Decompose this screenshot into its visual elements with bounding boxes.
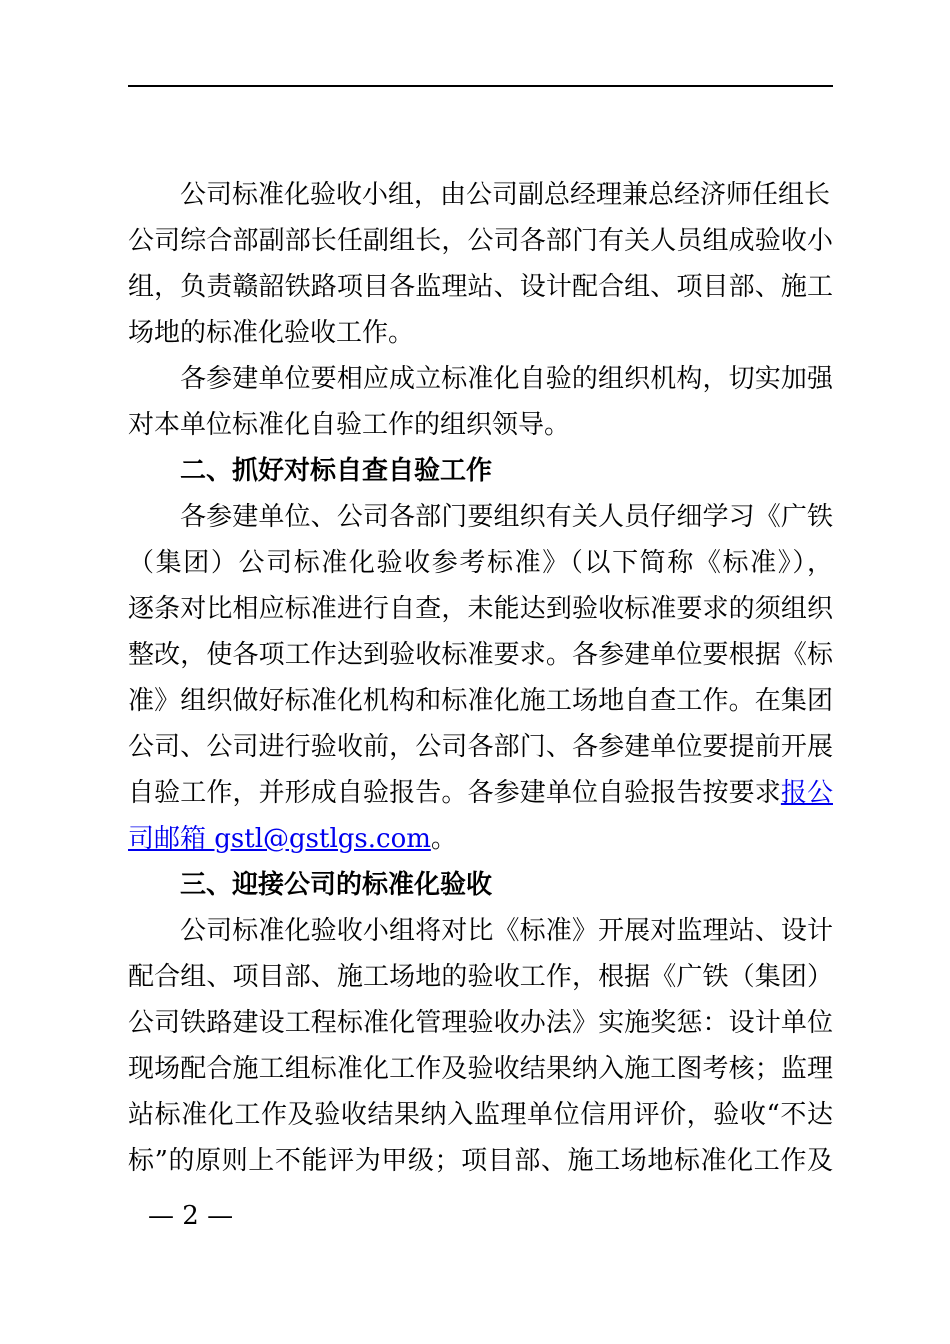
- section-heading: 三、迎接公司的标准化验收: [180, 870, 493, 900]
- paragraph-line: 现场配合施工组标准化工作及验收结果纳入施工图考核；监理: [128, 1054, 833, 1084]
- paragraph-line: 公司铁路建设工程标准化管理验收办法》实施奖惩：设计单位: [128, 1008, 833, 1038]
- paragraph-line: 标”的原则上不能评为甲级；项目部、施工场地标准化工作及: [128, 1146, 833, 1176]
- document-body: [128, 172, 833, 1184]
- paragraph-line: 逐条对比相应标准进行自查，未能达到验收标准要求的须组织: [128, 594, 833, 624]
- paragraph-line: 场地的标准化验收工作。: [128, 318, 415, 348]
- paragraph-line: 对本单位标准化自验工作的组织领导。: [128, 410, 571, 440]
- paragraph-line: 站标准化工作及验收结果纳入监理单位信用评价，验收“不达: [128, 1100, 833, 1130]
- paragraph-line: 配合组、项目部、施工场地的验收工作，根据《广铁（集团）: [128, 962, 833, 992]
- paragraph-line: [128, 816, 833, 862]
- page-number: — 2 —: [148, 1201, 234, 1231]
- paragraph-line: 组，负责赣韶铁路项目各监理站、设计配合组、项目部、施工: [128, 272, 833, 302]
- paragraph-line: 公司标准化验收小组将对比《标准》开展对监理站、设计: [180, 916, 833, 946]
- paragraph-text: 自验工作，并形成自验报告。各参建单位自验报告按要求: [128, 778, 781, 808]
- paragraph-line: 各参建单位要相应成立标准化自验的组织机构，切实加强: [180, 364, 833, 394]
- email-link[interactable]: 司邮箱 gstl@gstlgs.com: [128, 824, 431, 854]
- paragraph-line: [128, 770, 833, 816]
- section-heading: 二、抓好对标自查自验工作: [180, 456, 493, 486]
- paragraph-line: 各参建单位、公司各部门要组织有关人员仔细学习《广铁: [180, 502, 833, 532]
- paragraph-line: 准》组织做好标准化机构和标准化施工场地自查工作。在集团: [128, 686, 833, 716]
- paragraph-text: 。: [430, 824, 457, 854]
- paragraph-line: 公司标准化验收小组，由公司副总经理兼总经济师任组长: [180, 180, 831, 210]
- paragraph-line: （集团）公司标准化验收参考标准》（以下简称《标准》），: [128, 548, 833, 578]
- paragraph-line: 公司综合部副部长任副组长，公司各部门有关人员组成验收小: [128, 226, 833, 256]
- paragraph-line: 公司、公司进行验收前，公司各部门、各参建单位要提前开展: [128, 732, 833, 762]
- email-link[interactable]: 报公: [780, 778, 833, 808]
- paragraph-line: 整改，使各项工作达到验收标准要求。各参建单位要根据《标: [128, 640, 833, 670]
- header-rule: [128, 85, 833, 87]
